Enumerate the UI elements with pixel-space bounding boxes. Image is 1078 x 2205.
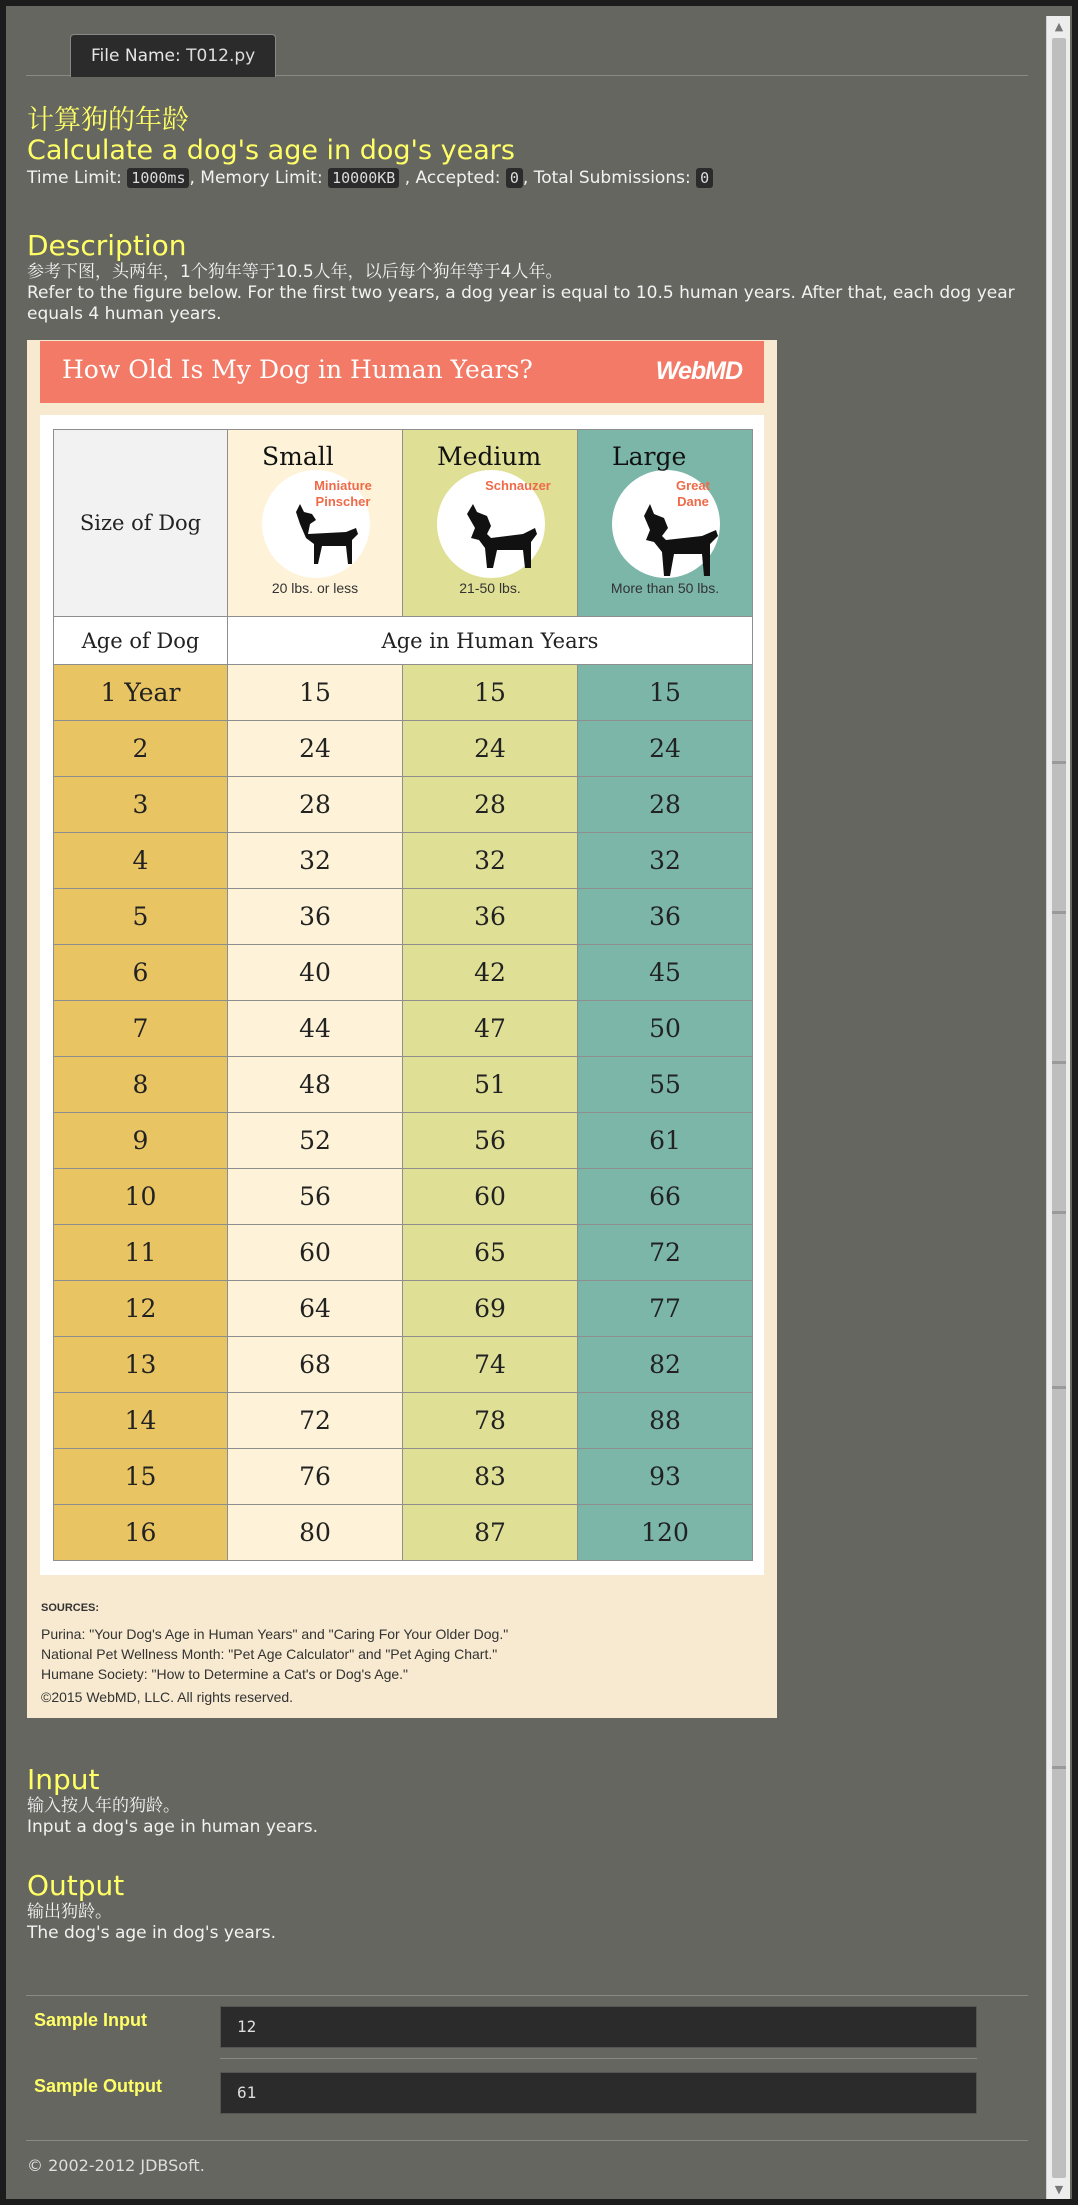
- sample-input-label: Sample Input: [34, 2010, 148, 2030]
- age-of-dog-header: Age of Dog: [53, 617, 228, 664]
- large-human-age-cell: 88: [578, 1393, 753, 1448]
- input-text-en: Input a dog's age in human years.: [27, 1817, 319, 1837]
- scrollbar-marker: [1052, 911, 1066, 914]
- problem-header: [27, 106, 1027, 325]
- tab-bar: [26, 30, 1028, 76]
- medium-human-age-cell: 51: [403, 1057, 578, 1112]
- scroll-up-arrow-icon[interactable]: ▲: [1054, 20, 1064, 33]
- chart-header: [40, 341, 764, 403]
- tab-file-label: File Name:: [91, 46, 181, 66]
- small-human-age-cell: 56: [228, 1169, 403, 1224]
- large-human-age-cell: 55: [578, 1057, 753, 1112]
- small-human-age-cell: 28: [228, 777, 403, 832]
- dog-weight-label: 20 lbs. or less: [271, 580, 359, 596]
- medium-human-age-cell: 24: [403, 721, 578, 776]
- age-cell: 14: [53, 1393, 228, 1448]
- vertical-scrollbar[interactable]: [1046, 16, 1070, 2199]
- large-human-age-cell: 28: [578, 777, 753, 832]
- chart-title: How Old Is My Dog in Human Years?: [62, 355, 533, 384]
- table-row: [53, 1113, 753, 1169]
- chart-table: [53, 429, 753, 1561]
- size-of-dog-header: Size of Dog: [53, 430, 228, 616]
- small-human-age-cell: 15: [228, 665, 403, 720]
- age-cell: 8: [53, 1057, 228, 1112]
- dog-breed-label: Miniature Pinscher: [314, 478, 372, 509]
- scrollbar-marker: [1052, 1211, 1066, 1214]
- time-limit-value: 1000ms: [127, 168, 189, 188]
- table-row: [53, 945, 753, 1001]
- sources-label: SOURCES:: [41, 1602, 100, 1614]
- small-human-age-cell: 40: [228, 945, 403, 1000]
- small-human-age-cell: 68: [228, 1337, 403, 1392]
- table-row: [53, 1281, 753, 1337]
- sample-output-label: Sample Output: [34, 2076, 163, 2096]
- dog-size-label: Medium: [437, 442, 542, 471]
- sample-input-box[interactable]: 12: [220, 2006, 977, 2048]
- input-text-cn: 输入按人年的狗龄。: [27, 1796, 180, 1816]
- io-sections: [27, 1764, 1027, 1944]
- source-line: Humane Society: "How to Determine a Cat's or Dog's Age.": [41, 1666, 409, 1682]
- page-title-en: Calculate a dog's age in dog's years: [27, 135, 515, 166]
- input-heading: Input: [27, 1763, 100, 1796]
- medium-human-age-cell: 36: [403, 889, 578, 944]
- chart-data-rows: [53, 665, 753, 1561]
- output-heading: Output: [27, 1869, 125, 1902]
- table-row: [53, 889, 753, 945]
- age-cell: 5: [53, 889, 228, 944]
- large-human-age-cell: 24: [578, 721, 753, 776]
- large-human-age-cell: 66: [578, 1169, 753, 1224]
- chart-sources: [41, 1598, 508, 1707]
- age-cell: 9: [53, 1113, 228, 1168]
- large-human-age-cell: 72: [578, 1225, 753, 1280]
- large-human-age-cell: 36: [578, 889, 753, 944]
- medium-human-age-cell: 87: [403, 1505, 578, 1560]
- divider: [26, 2140, 1028, 2141]
- table-row: [53, 665, 753, 721]
- small-human-age-cell: 72: [228, 1393, 403, 1448]
- age-cell: 1 Year: [53, 665, 228, 720]
- medium-human-age-cell: 15: [403, 665, 578, 720]
- scrollbar-marker: [1052, 1061, 1066, 1064]
- small-human-age-cell: 52: [228, 1113, 403, 1168]
- output-text-cn: 输出狗龄。: [27, 1902, 112, 1922]
- table-row: [53, 721, 753, 777]
- dog-age-chart: [27, 340, 777, 1718]
- large-human-age-cell: 77: [578, 1281, 753, 1336]
- table-row: [53, 777, 753, 833]
- divider: [26, 1995, 1028, 1996]
- table-row: [53, 1225, 753, 1281]
- description-heading: Description: [27, 229, 187, 262]
- dog-breed-label: Great Dane: [676, 478, 710, 509]
- source-line: Purina: "Your Dog's Age in Human Years" and "Caring For Your Older Dog.": [41, 1626, 509, 1642]
- age-cell: 15: [53, 1449, 228, 1504]
- small-human-age-cell: 48: [228, 1057, 403, 1112]
- large-human-age-cell: 82: [578, 1337, 753, 1392]
- table-row: [53, 1505, 753, 1561]
- page-title-cn: 计算狗的年龄: [27, 105, 189, 136]
- medium-human-age-cell: 83: [403, 1449, 578, 1504]
- description-text-en: Refer to the figure below. For the first two years, a dog year is equal to 10.5 human years. After that, each dog year equals 4 human years.: [27, 283, 1015, 324]
- miniature-pinscher-icon: [286, 504, 366, 570]
- small-human-age-cell: 76: [228, 1449, 403, 1504]
- age-cell: 13: [53, 1337, 228, 1392]
- scrollbar-marker: [1052, 761, 1066, 764]
- time-limit-label: Time Limit:: [27, 168, 122, 188]
- copyright-line: ©2015 WebMD, LLC. All rights reserved.: [41, 1689, 294, 1705]
- age-cell: 12: [53, 1281, 228, 1336]
- age-cell: 4: [53, 833, 228, 888]
- table-row: [53, 1001, 753, 1057]
- dog-column-large: [578, 430, 753, 616]
- memory-limit-value: 10000KB: [328, 168, 399, 188]
- small-human-age-cell: 60: [228, 1225, 403, 1280]
- age-cell: 2: [53, 721, 228, 776]
- accepted-label: , Accepted:: [404, 168, 501, 188]
- output-text-en: The dog's age in dog's years.: [27, 1923, 277, 1943]
- dog-size-label: Small: [262, 442, 334, 471]
- limits-line: [27, 166, 1027, 190]
- table-row: [53, 1393, 753, 1449]
- large-human-age-cell: 50: [578, 1001, 753, 1056]
- large-human-age-cell: 61: [578, 1113, 753, 1168]
- medium-human-age-cell: 74: [403, 1337, 578, 1392]
- table-row: [53, 1449, 753, 1505]
- medium-human-age-cell: 28: [403, 777, 578, 832]
- table-row: [53, 1169, 753, 1225]
- accepted-value: 0: [506, 168, 523, 188]
- source-line: National Pet Wellness Month: "Pet Age Calculator" and "Pet Aging Chart.": [41, 1646, 498, 1662]
- medium-human-age-cell: 32: [403, 833, 578, 888]
- large-human-age-cell: 120: [578, 1505, 753, 1560]
- small-human-age-cell: 80: [228, 1505, 403, 1560]
- medium-human-age-cell: 69: [403, 1281, 578, 1336]
- table-row: [53, 1337, 753, 1393]
- medium-human-age-cell: 60: [403, 1169, 578, 1224]
- scroll-down-arrow-icon[interactable]: ▼: [1054, 2183, 1064, 2196]
- total-submissions-label: , Total Submissions:: [522, 168, 691, 188]
- footer-copyright: © 2002-2012 JDBSoft.: [27, 2156, 205, 2175]
- large-human-age-cell: 32: [578, 833, 753, 888]
- dog-weight-label: More than 50 lbs.: [610, 580, 720, 596]
- medium-human-age-cell: 78: [403, 1393, 578, 1448]
- tab-file-name: T012.py: [186, 46, 256, 66]
- webmd-logo: WebMD: [655, 357, 742, 385]
- app-window: [6, 6, 1072, 2199]
- scrollbar-marker: [1052, 1766, 1066, 1769]
- age-cell: 11: [53, 1225, 228, 1280]
- total-submissions-value: 0: [696, 168, 713, 188]
- age-cell: 16: [53, 1505, 228, 1560]
- tab-file[interactable]: [70, 34, 276, 77]
- small-human-age-cell: 44: [228, 1001, 403, 1056]
- age-cell: 6: [53, 945, 228, 1000]
- large-human-age-cell: 45: [578, 945, 753, 1000]
- great-dane-icon: [636, 504, 726, 580]
- small-human-age-cell: 24: [228, 721, 403, 776]
- memory-limit-label: , Memory Limit:: [189, 168, 323, 188]
- scrollbar-marker: [1052, 1386, 1066, 1389]
- medium-human-age-cell: 56: [403, 1113, 578, 1168]
- schnauzer-icon: [461, 504, 545, 574]
- dog-weight-label: 21-50 lbs.: [459, 580, 521, 596]
- chart-subheader-row: [53, 617, 753, 665]
- age-in-human-years-header: Age in Human Years: [228, 617, 753, 664]
- dog-column-medium: [403, 430, 578, 616]
- small-human-age-cell: 32: [228, 833, 403, 888]
- medium-human-age-cell: 42: [403, 945, 578, 1000]
- table-row: [53, 1057, 753, 1113]
- large-human-age-cell: 93: [578, 1449, 753, 1504]
- dog-breed-label: Schnauzer: [485, 478, 551, 493]
- large-human-age-cell: 15: [578, 665, 753, 720]
- chart-size-row: [53, 429, 753, 617]
- age-cell: 3: [53, 777, 228, 832]
- scrollbar-thumb[interactable]: [1052, 38, 1066, 2178]
- small-human-age-cell: 64: [228, 1281, 403, 1336]
- medium-human-age-cell: 47: [403, 1001, 578, 1056]
- age-cell: 7: [53, 1001, 228, 1056]
- divider: [220, 2058, 977, 2059]
- age-cell: 10: [53, 1169, 228, 1224]
- small-human-age-cell: 36: [228, 889, 403, 944]
- description-text-cn: 参考下图，头两年，1个狗年等于10.5人年，以后每个狗年等于4人年。: [27, 262, 563, 282]
- dog-size-label: Large: [612, 442, 687, 471]
- table-row: [53, 833, 753, 889]
- dog-column-small: [228, 430, 403, 616]
- medium-human-age-cell: 65: [403, 1225, 578, 1280]
- sample-output-box[interactable]: 61: [220, 2072, 977, 2114]
